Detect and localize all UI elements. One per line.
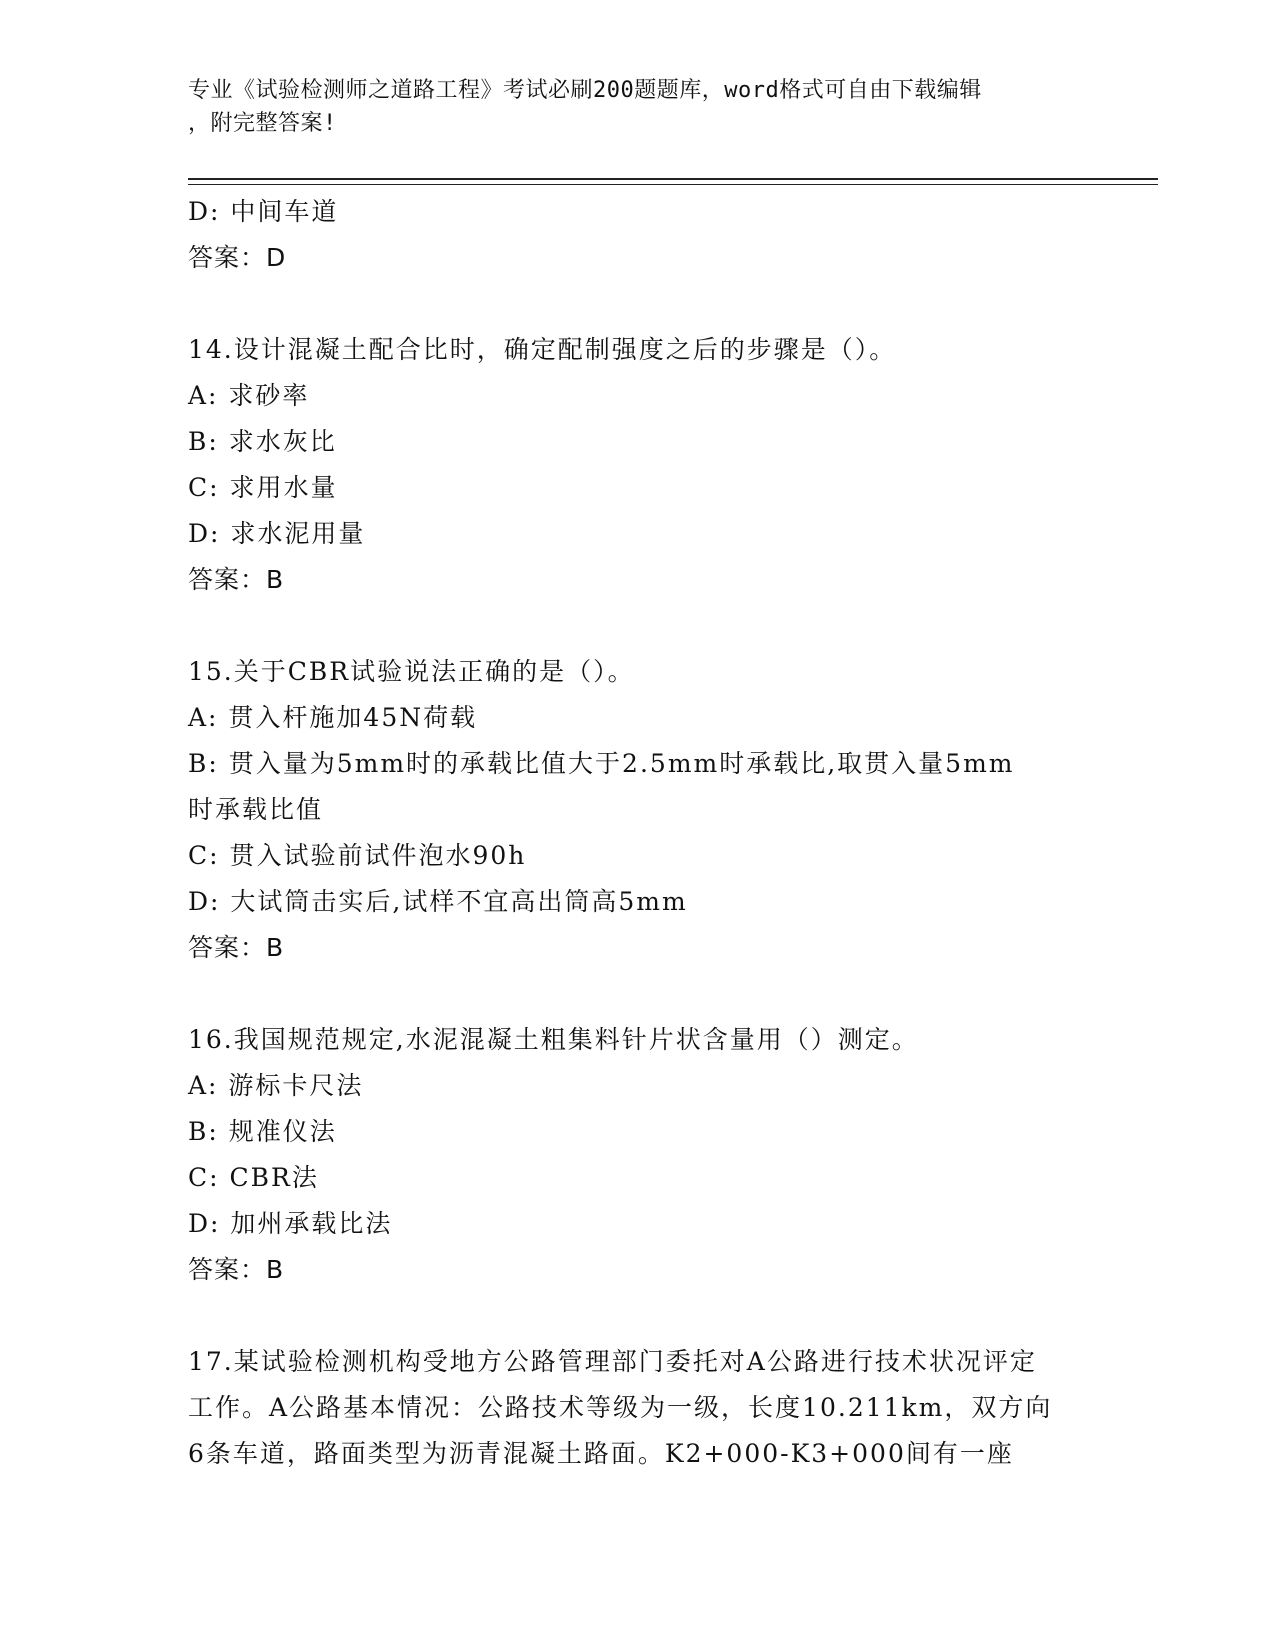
document-body: [188, 189, 1088, 1477]
option-b: B: 贯入量为5mm时的承载比值大于2.5mm时承载比,取贯入量5mm时承载比值: [188, 749, 1015, 824]
option-c: C: 贯入试验前试件泡水90h: [188, 841, 527, 870]
answer: 答案：B: [188, 1255, 285, 1284]
option-a: A: 求砂率: [188, 381, 310, 410]
question-stem: 17.某试验检测机构受地方公路管理部门委托对A公路进行技术状况评定工作。A公路基本情况：公路技术等级为一级，长度10.211km，双方向6条车道，路面类型为沥青混凝土路面。K2+000-K3+000间有一座: [188, 1347, 1053, 1468]
header-line-1: 专业《试验检测师之道路工程》考试必刷200题题库，word格式可自由下载编辑: [188, 78, 982, 103]
document-header: [188, 74, 1088, 140]
question-17: [188, 1339, 1088, 1477]
option-a: A: 游标卡尺法: [188, 1071, 364, 1100]
option-d: D: 加州承载比法: [188, 1209, 393, 1238]
option-d: D: 中间车道: [188, 197, 339, 226]
option-c: C: 求用水量: [188, 473, 338, 502]
question-15: [188, 649, 1088, 971]
option-d: D: 求水泥用量: [188, 519, 366, 548]
header-divider-thick: [188, 178, 1158, 180]
answer: 答案：D: [188, 243, 287, 272]
header-line-2: ，附完整答案!: [188, 111, 337, 136]
question-stem: 15.关于CBR试验说法正确的是（）。: [188, 657, 635, 686]
option-c: C: CBR法: [188, 1163, 319, 1192]
header-divider-thin: [188, 184, 1158, 185]
option-b: B: 规准仪法: [188, 1117, 337, 1146]
option-d: D: 大试筒击实后,试样不宜高出筒高5mm: [188, 887, 688, 916]
question-stem: 16.我国规范规定,水泥混凝土粗集料针片状含量用（）测定。: [188, 1025, 919, 1054]
option-a: A: 贯入杆施加45N荷载: [188, 703, 478, 732]
answer: 答案：B: [188, 565, 285, 594]
question-stem: 14.设计混凝土配合比时，确定配制强度之后的步骤是（）。: [188, 335, 897, 364]
question-16: [188, 1017, 1088, 1293]
option-b: B: 求水灰比: [188, 427, 337, 456]
question-14: [188, 327, 1088, 603]
answer: 答案：B: [188, 933, 285, 962]
